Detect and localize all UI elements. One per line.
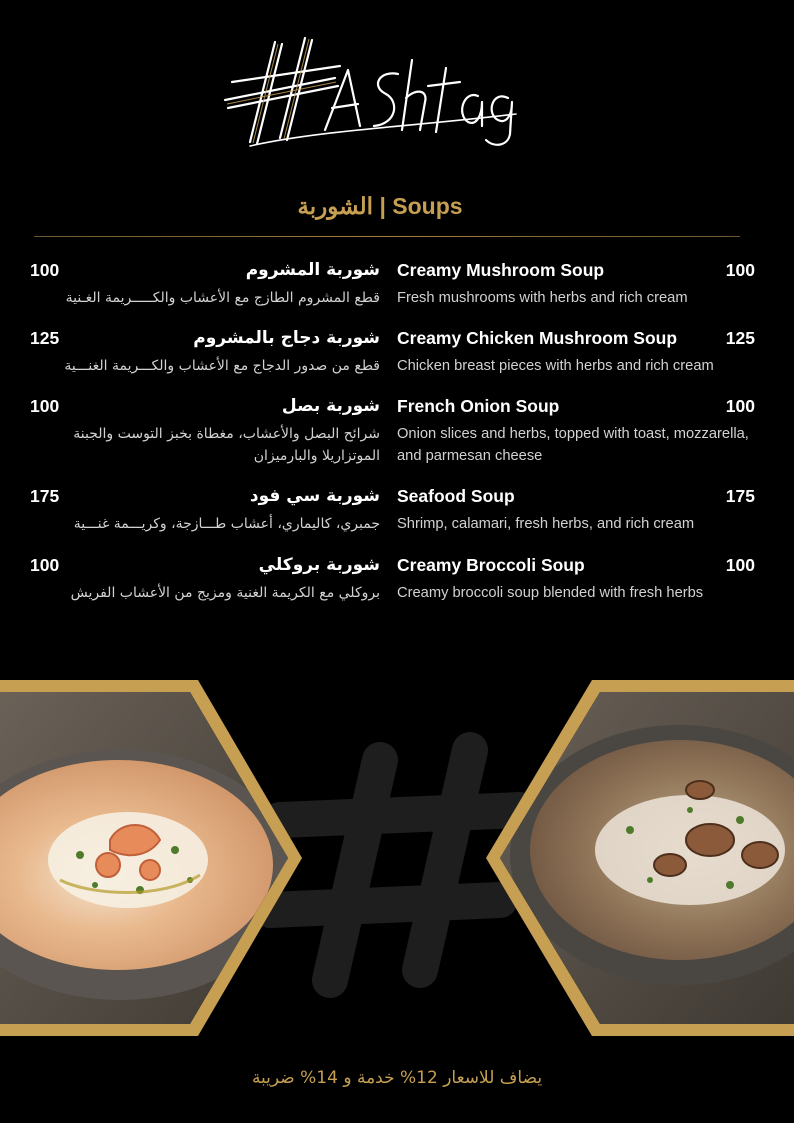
hashtag-logo — [220, 30, 520, 155]
item-name-en: French Onion Soup — [397, 396, 560, 416]
item-name-en: Creamy Mushroom Soup — [397, 260, 605, 280]
menu-item-ar — [30, 396, 380, 466]
item-name-en: Creamy Chicken Mushroom Soup — [397, 328, 678, 348]
item-description-ar: شرائح البصل والأعشاب، مغطاة بخبز التوست والجبنة الموتزاريلا والبارميزان — [73, 426, 380, 464]
menu-item-ar — [30, 486, 380, 556]
item-name-en: Creamy Broccoli Soup — [397, 555, 585, 575]
item-price: 175 — [725, 486, 755, 506]
item-price: 100 — [30, 260, 60, 280]
item-name-ar: شوربة بصل — [281, 396, 380, 416]
mushroom-soup-photo — [486, 680, 794, 1040]
item-description-en: Onion slices and herbs, topped with toast, mozzarella, and parmesan cheese — [397, 426, 749, 464]
menu-item-en — [397, 396, 755, 466]
section-title: الشوربة | Soups — [297, 193, 463, 219]
item-name-en: Seafood Soup — [397, 486, 515, 506]
item-price: 100 — [725, 396, 755, 416]
item-name-ar: شوربة دجاج بالمشروم — [193, 328, 380, 348]
menu-item-en — [397, 555, 755, 625]
item-description-en: Fresh mushrooms with herbs and rich cream — [397, 290, 688, 306]
item-price: 100 — [30, 555, 60, 575]
item-price: 100 — [725, 260, 755, 280]
item-price: 125 — [30, 328, 60, 348]
item-description-ar: بروكلي مع الكريمة الغنية ومزيج من الأعشاب الفريش — [70, 585, 380, 601]
hash-watermark — [270, 750, 520, 980]
item-description-ar: جمبري، كاليماري، أعشاب طـــازجة، وكريـــمة غنـــية — [73, 516, 380, 532]
menu-item-ar — [30, 555, 380, 625]
item-name-ar: شوربة المشروم — [245, 260, 380, 280]
menu-item-ar — [30, 328, 380, 398]
item-price: 100 — [725, 555, 755, 575]
section-divider — [34, 236, 740, 237]
item-name-ar: شوربة بروكلي — [258, 555, 380, 575]
item-description-ar: قطع المشروم الطازج مع الأعشاب والكـــــريمة الغـنية — [65, 290, 380, 306]
soup-photos — [0, 680, 794, 1040]
menu-item-ar — [30, 260, 380, 330]
menu-item-en — [397, 260, 755, 330]
menu-item-en — [397, 328, 755, 398]
item-price: 100 — [30, 396, 60, 416]
item-price: 125 — [725, 328, 755, 348]
item-description-en: Chicken breast pieces with herbs and rich cream — [397, 358, 714, 374]
item-description-ar: قطع من صدور الدجاج مع الأعشاب والكـــريمة الغنـــية — [64, 358, 380, 374]
item-price: 175 — [30, 486, 60, 506]
tax-service-note: يضاف للاسعار 12% خدمة و 14% ضريبة — [251, 1068, 543, 1088]
item-description-en: Shrimp, calamari, fresh herbs, and rich cream — [397, 516, 695, 532]
menu-item-en — [397, 486, 755, 556]
item-description-en: Creamy broccoli soup blended with fresh herbs — [397, 585, 704, 601]
seafood-soup-photo — [0, 680, 302, 1040]
item-name-ar: شوربة سي فود — [249, 486, 380, 506]
